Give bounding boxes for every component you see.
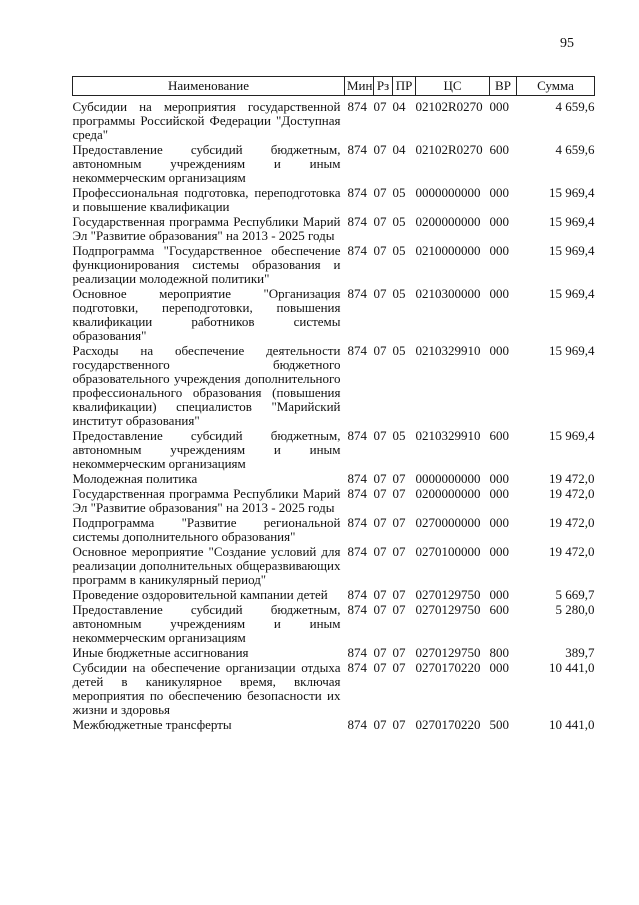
row-pr: 05 xyxy=(392,243,406,258)
table-row xyxy=(73,100,595,143)
row-rz: 07 xyxy=(373,99,387,114)
row-name: Основное мероприятие "Организация подготовки, переподготовки, повышения квалификации работников системы образования" xyxy=(72,286,341,343)
header-cs: ЦС xyxy=(416,77,490,96)
row-rz: 07 xyxy=(373,142,387,157)
row-sum: 19 472,0 xyxy=(549,544,595,559)
row-name: Подпрограмма "Развитие региональной системы дополнительного образования" xyxy=(72,515,341,544)
row-vr: 000 xyxy=(489,185,509,200)
row-cs: 0200000000 xyxy=(415,214,481,229)
row-sum: 10 441,0 xyxy=(549,717,595,732)
row-name: Предоставление субсидий бюджетным, автономным учреждениям и иным некоммерческим организациям xyxy=(72,142,341,185)
row-min: 874 xyxy=(347,243,367,258)
row-name: Государственная программа Республики Марий Эл "Развитие образования" на 2013 - 2025 годы xyxy=(72,486,341,515)
row-rz: 07 xyxy=(373,243,387,258)
row-vr: 600 xyxy=(489,428,509,443)
table-row xyxy=(73,718,595,733)
row-vr: 000 xyxy=(489,243,509,258)
row-min: 874 xyxy=(347,471,367,486)
row-cs: 0210300000 xyxy=(415,286,481,301)
row-vr: 000 xyxy=(489,214,509,229)
row-name: Молодежная политика xyxy=(72,471,198,486)
row-name: Основное мероприятие "Создание условий для реализации дополнительных общеразвивающих программ в каникулярный период" xyxy=(72,544,341,587)
row-min: 874 xyxy=(347,214,367,229)
row-min: 874 xyxy=(347,587,367,602)
row-rz: 07 xyxy=(373,185,387,200)
row-rz: 07 xyxy=(373,486,387,501)
row-cs: 0210329910 xyxy=(415,343,481,358)
row-name: Субсидии на мероприятия государственной программы Российской Федерации "Доступная среда" xyxy=(72,99,341,142)
row-sum: 15 969,4 xyxy=(549,286,595,301)
header-pr: ПР xyxy=(393,77,416,96)
table-row xyxy=(73,215,595,244)
row-cs: 0270170220 xyxy=(415,660,481,675)
row-pr: 05 xyxy=(392,214,406,229)
row-pr: 05 xyxy=(392,428,406,443)
header-name: Наименование xyxy=(73,77,345,96)
row-name: Предоставление субсидий бюджетным, автономным учреждениям и иным некоммерческим организациям xyxy=(72,428,341,471)
row-pr: 04 xyxy=(392,142,406,157)
row-vr: 000 xyxy=(489,343,509,358)
row-pr: 07 xyxy=(392,602,406,617)
row-cs: 0270000000 xyxy=(415,515,481,530)
row-pr: 07 xyxy=(392,471,406,486)
row-sum: 15 969,4 xyxy=(549,428,595,443)
row-cs: 0270100000 xyxy=(415,544,481,559)
row-name: Межбюджетные трансферты xyxy=(72,717,232,732)
row-sum: 10 441,0 xyxy=(549,660,595,675)
row-pr: 07 xyxy=(392,587,406,602)
row-vr: 000 xyxy=(489,660,509,675)
row-rz: 07 xyxy=(373,214,387,229)
table-row xyxy=(73,472,595,487)
table-row xyxy=(73,661,595,718)
row-min: 874 xyxy=(347,645,367,660)
row-vr: 000 xyxy=(489,486,509,501)
row-cs: 02102R0270 xyxy=(415,142,483,157)
row-vr: 000 xyxy=(489,471,509,486)
row-rz: 07 xyxy=(373,343,387,358)
row-min: 874 xyxy=(347,185,367,200)
row-vr: 000 xyxy=(489,515,509,530)
header-min: Мин xyxy=(345,77,374,96)
row-name: Иные бюджетные ассигнования xyxy=(72,645,249,660)
row-vr: 000 xyxy=(489,587,509,602)
row-name: Предоставление субсидий бюджетным, автономным учреждениям и иным некоммерческим организациям xyxy=(72,602,341,645)
row-pr: 07 xyxy=(392,660,406,675)
row-cs: 0270170220 xyxy=(415,717,481,732)
row-vr: 600 xyxy=(489,602,509,617)
table-row xyxy=(73,429,595,472)
row-rz: 07 xyxy=(373,602,387,617)
row-sum: 5 669,7 xyxy=(555,587,595,602)
row-min: 874 xyxy=(347,515,367,530)
row-name: Подпрограмма "Государственное обеспечение функционирования системы образования и реализации молодежной политики" xyxy=(72,243,341,286)
row-name: Субсидии на обеспечение организации отдыха детей в каникулярное время, включая мероприятия по обеспечению безопасности их жизни и здоровья xyxy=(72,660,341,717)
row-pr: 07 xyxy=(392,544,406,559)
row-sum: 5 280,0 xyxy=(555,602,595,617)
row-vr: 000 xyxy=(489,99,509,114)
row-vr: 600 xyxy=(489,142,509,157)
row-rz: 07 xyxy=(373,660,387,675)
header-rz: Рз xyxy=(374,77,393,96)
row-cs: 0210000000 xyxy=(415,243,481,258)
table-header-row xyxy=(73,77,595,96)
row-sum: 19 472,0 xyxy=(549,515,595,530)
row-rz: 07 xyxy=(373,544,387,559)
row-min: 874 xyxy=(347,486,367,501)
table-row xyxy=(73,603,595,646)
row-sum: 15 969,4 xyxy=(549,343,595,358)
row-cs: 0210329910 xyxy=(415,428,481,443)
row-pr: 04 xyxy=(392,99,406,114)
page-number: 95 xyxy=(560,36,574,51)
row-cs: 0200000000 xyxy=(415,486,481,501)
row-sum: 15 969,4 xyxy=(549,214,595,229)
row-vr: 000 xyxy=(489,286,509,301)
row-sum: 4 659,6 xyxy=(555,99,595,114)
row-pr: 07 xyxy=(392,515,406,530)
header-vr: ВР xyxy=(490,77,517,96)
table-row xyxy=(73,143,595,186)
row-rz: 07 xyxy=(373,428,387,443)
row-name: Государственная программа Республики Марий Эл "Развитие образования" на 2013 - 2025 годы xyxy=(72,214,341,243)
budget-table xyxy=(72,76,595,733)
row-rz: 07 xyxy=(373,471,387,486)
row-pr: 05 xyxy=(392,185,406,200)
table-body xyxy=(73,96,595,734)
row-min: 874 xyxy=(347,286,367,301)
row-pr: 05 xyxy=(392,286,406,301)
table-row xyxy=(73,344,595,429)
row-sum: 15 969,4 xyxy=(549,185,595,200)
row-sum: 389,7 xyxy=(565,645,595,660)
table-row xyxy=(73,545,595,588)
row-rz: 07 xyxy=(373,645,387,660)
row-min: 874 xyxy=(347,343,367,358)
row-pr: 05 xyxy=(392,343,406,358)
row-cs: 02102R0270 xyxy=(415,99,483,114)
table-row xyxy=(73,516,595,545)
row-min: 874 xyxy=(347,717,367,732)
row-cs: 0270129750 xyxy=(415,587,481,602)
row-min: 874 xyxy=(347,602,367,617)
table-row xyxy=(73,487,595,516)
row-pr: 07 xyxy=(392,486,406,501)
table-row xyxy=(73,588,595,603)
row-vr: 800 xyxy=(489,645,509,660)
row-cs: 0270129750 xyxy=(415,645,481,660)
row-cs: 0000000000 xyxy=(415,471,481,486)
row-pr: 07 xyxy=(392,645,406,660)
row-sum: 19 472,0 xyxy=(549,471,595,486)
row-cs: 0270129750 xyxy=(415,602,481,617)
row-vr: 000 xyxy=(489,544,509,559)
row-min: 874 xyxy=(347,428,367,443)
table-row xyxy=(73,244,595,287)
row-pr: 07 xyxy=(392,717,406,732)
row-min: 874 xyxy=(347,660,367,675)
row-rz: 07 xyxy=(373,515,387,530)
row-cs: 0000000000 xyxy=(415,185,481,200)
table-row xyxy=(73,186,595,215)
row-rz: 07 xyxy=(373,587,387,602)
row-rz: 07 xyxy=(373,717,387,732)
row-name: Расходы на обеспечение деятельности государственного бюджетного образовательного учреждения дополнительного профессионального образования (повышения квалификации) специалистов "Марийский институт образования" xyxy=(72,343,341,428)
row-name: Проведение оздоровительной кампании детей xyxy=(72,587,328,602)
row-rz: 07 xyxy=(373,286,387,301)
row-vr: 500 xyxy=(489,717,509,732)
table-row xyxy=(73,646,595,661)
row-min: 874 xyxy=(347,544,367,559)
header-sum: Сумма xyxy=(517,77,595,96)
row-sum: 19 472,0 xyxy=(549,486,595,501)
row-min: 874 xyxy=(347,142,367,157)
row-sum: 15 969,4 xyxy=(549,243,595,258)
row-min: 874 xyxy=(347,99,367,114)
row-sum: 4 659,6 xyxy=(555,142,595,157)
row-name: Профессиональная подготовка, переподготовка и повышение квалификации xyxy=(72,185,341,214)
table-row xyxy=(73,287,595,344)
